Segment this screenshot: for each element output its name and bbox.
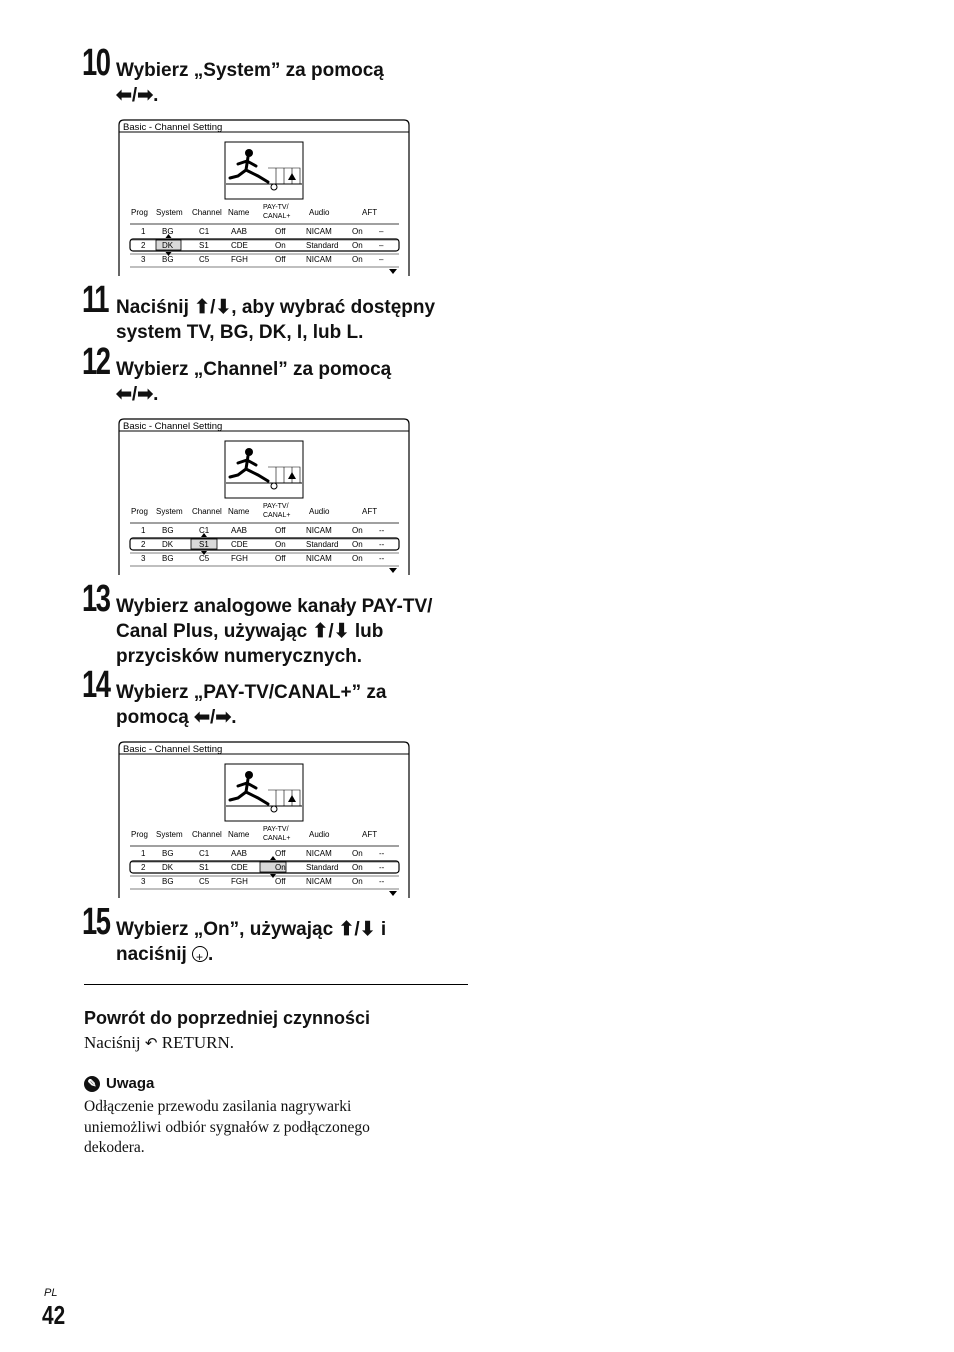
table-cell: DK — [162, 863, 174, 872]
section-body: Naciśnij ↶ RETURN. — [84, 1033, 234, 1052]
table-row — [141, 227, 384, 236]
step-10 — [82, 42, 482, 108]
table-cell-aft: -- — [379, 849, 385, 858]
channel-setting-screen-3 — [118, 740, 410, 898]
table-cell: C1 — [199, 526, 210, 535]
screen-svg — [118, 417, 410, 575]
table-cell: BG — [162, 877, 174, 886]
table-cell: Off — [275, 526, 286, 535]
col-header-canal: CANAL+ — [263, 835, 291, 842]
table-cell-aft: -- — [379, 863, 385, 872]
table-cell: NICAM — [306, 526, 332, 535]
table-cell: Off — [275, 554, 286, 563]
col-header-name: Name — [228, 208, 250, 217]
col-header-paytv: PAY-TV/ — [263, 204, 289, 211]
table-row — [141, 540, 385, 549]
soccer-preview-icon — [225, 441, 303, 498]
table-cell: On — [352, 877, 363, 886]
section-divider — [84, 984, 468, 985]
channel-setting-screen-2 — [118, 417, 410, 575]
table-cell: 2 — [141, 863, 146, 872]
table-cell: BG — [162, 554, 174, 563]
step-text: Wybierz „System” za pomocą ⬅/➡. — [116, 60, 384, 106]
screen-svg — [118, 118, 410, 276]
soccer-preview-icon — [225, 764, 303, 821]
left-right-arrows-icon: ⬅/➡ — [116, 384, 154, 405]
table-row — [141, 554, 385, 563]
table-cell: On — [352, 241, 363, 250]
col-header-name: Name — [228, 507, 250, 516]
screen-svg — [118, 740, 410, 898]
table-cell-aft: – — [379, 241, 384, 250]
col-header-system: System — [156, 208, 183, 217]
col-header-aft: AFT — [362, 830, 378, 839]
table-cell: On — [352, 255, 363, 264]
table-cell: On — [275, 540, 286, 549]
table-cell: On — [275, 863, 286, 872]
screen-title: Basic - Channel Setting — [123, 421, 223, 432]
col-header-audio: Audio — [309, 507, 330, 516]
scroll-down-icon — [389, 891, 397, 896]
table-row — [141, 849, 385, 858]
step-text: Wybierz „Channel” za pomocą ⬅/➡. — [116, 359, 392, 405]
screen-title: Basic - Channel Setting — [123, 744, 223, 755]
table-cell: Off — [275, 849, 286, 858]
col-header-channel: Channel — [192, 208, 222, 217]
table-cell-aft: -- — [379, 540, 385, 549]
table-cell: BG — [162, 849, 174, 858]
table-cell: FGH — [231, 255, 248, 264]
table-cell: Off — [275, 877, 286, 886]
step-number: 12 — [82, 341, 110, 383]
up-down-arrows-icon: ⬆/⬇ — [312, 621, 350, 642]
col-header-audio: Audio — [309, 208, 330, 217]
return-arrow-icon: ↶ — [144, 1034, 158, 1052]
channel-setting-screen-1 — [118, 118, 410, 276]
screen-title: Basic - Channel Setting — [123, 122, 223, 133]
col-header-aft: AFT — [362, 208, 378, 217]
table-cell: 1 — [141, 227, 146, 236]
page-number: 42 — [42, 1300, 66, 1330]
col-header-audio: Audio — [309, 830, 330, 839]
table-cell: Standard — [306, 863, 339, 872]
col-header-prog: Prog — [131, 208, 148, 217]
table-cell-aft: – — [379, 227, 384, 236]
table-cell: On — [352, 554, 363, 563]
table-cell: BG — [162, 227, 174, 236]
table-cell: Off — [275, 255, 286, 264]
step-15 — [82, 901, 482, 967]
step-14 — [82, 664, 482, 730]
table-row — [141, 255, 384, 264]
table-cell: 1 — [141, 526, 146, 535]
table-cell: 2 — [141, 540, 146, 549]
table-cell: Standard — [306, 241, 339, 250]
left-right-arrows-icon: ⬅/➡ — [116, 85, 154, 106]
col-header-canal: CANAL+ — [263, 512, 291, 519]
section-title: Powrót do poprzedniej czynności — [84, 1008, 371, 1028]
note-body: Odłączenie przewodu zasilania nagrywarki uniemożliwi odbiór sygnałów z podłączonego dekodera. — [84, 1098, 370, 1156]
table-cell: 3 — [141, 554, 146, 563]
step-number: 14 — [82, 664, 110, 706]
table-cell: NICAM — [306, 849, 332, 858]
table-cell: S1 — [199, 241, 209, 250]
soccer-preview-icon — [225, 142, 303, 199]
step-12 — [82, 341, 482, 407]
table-row — [141, 877, 385, 886]
table-cell: 1 — [141, 849, 146, 858]
table-cell: On — [352, 227, 363, 236]
table-cell: DK — [162, 540, 174, 549]
scroll-down-icon — [389, 269, 397, 274]
step-text: Wybierz „PAY-TV/CANAL+” za pomocą ⬅/➡. — [116, 682, 387, 728]
table-cell: Off — [275, 227, 286, 236]
table-cell: C1 — [199, 849, 210, 858]
table-cell: NICAM — [306, 255, 332, 264]
step-text: Wybierz „On”, używając ⬆/⬇ i naciśnij + . — [116, 917, 482, 967]
table-cell: S1 — [199, 863, 209, 872]
table-cell: AAB — [231, 227, 248, 236]
table-cell: S1 — [199, 540, 209, 549]
step-text: Naciśnij ⬆/⬇, aby wybrać dostępny system TV, BG, DK, I, lub L. — [116, 297, 436, 343]
enter-button-icon — [192, 946, 208, 962]
table-cell: AAB — [231, 526, 248, 535]
table-cell: NICAM — [306, 554, 332, 563]
table-cell: Standard — [306, 540, 339, 549]
table-cell-aft: -- — [379, 877, 385, 886]
table-cell: CDE — [231, 540, 248, 549]
col-header-prog: Prog — [131, 507, 148, 516]
table-cell: On — [352, 863, 363, 872]
table-cell: BG — [162, 526, 174, 535]
step-number: 13 — [82, 578, 110, 620]
table-cell: DK — [162, 241, 174, 250]
table-cell: C5 — [199, 877, 210, 886]
language-label: PL — [44, 1287, 58, 1299]
table-cell: BG — [162, 255, 174, 264]
table-cell: NICAM — [306, 227, 332, 236]
table-cell: On — [352, 849, 363, 858]
table-cell: 3 — [141, 255, 146, 264]
col-header-name: Name — [228, 830, 250, 839]
note-heading: ✎ Uwaga — [84, 1075, 154, 1092]
table-cell-aft: – — [379, 255, 384, 264]
table-cell: CDE — [231, 241, 248, 250]
step-number: 15 — [82, 901, 110, 943]
step-number: 10 — [82, 42, 110, 84]
col-header-system: System — [156, 830, 183, 839]
table-cell: 3 — [141, 877, 146, 886]
step-number: 11 — [82, 279, 109, 321]
step-text: Wybierz analogowe kanały PAY-TV/ Canal Plus, używając ⬆/⬇ lub przycisków numerycznych. — [116, 596, 433, 667]
table-cell: On — [352, 540, 363, 549]
table-cell: NICAM — [306, 877, 332, 886]
col-header-channel: Channel — [192, 830, 222, 839]
table-cell: C5 — [199, 255, 210, 264]
step-13 — [82, 578, 482, 669]
col-header-paytv: PAY-TV/ — [263, 826, 289, 833]
table-row — [141, 526, 385, 535]
table-cell: C5 — [199, 554, 210, 563]
col-header-system: System — [156, 507, 183, 516]
table-cell: AAB — [231, 849, 248, 858]
table-cell: CDE — [231, 863, 248, 872]
table-cell: FGH — [231, 877, 248, 886]
table-cell: 2 — [141, 241, 146, 250]
table-cell-aft: -- — [379, 554, 385, 563]
col-header-channel: Channel — [192, 507, 222, 516]
left-right-arrows-icon: ⬅/➡ — [194, 707, 232, 728]
up-down-arrows-icon: ⬆/⬇ — [194, 297, 232, 318]
table-cell: On — [275, 241, 286, 250]
table-cell: FGH — [231, 554, 248, 563]
col-header-aft: AFT — [362, 507, 378, 516]
table-cell: C1 — [199, 227, 210, 236]
up-down-arrows-icon: ⬆/⬇ — [338, 919, 376, 940]
col-header-canal: CANAL+ — [263, 213, 291, 220]
table-cell: On — [352, 526, 363, 535]
col-header-prog: Prog — [131, 830, 148, 839]
table-cell-aft: -- — [379, 526, 385, 535]
scroll-down-icon — [389, 568, 397, 573]
step-11 — [82, 279, 482, 345]
note-icon: ✎ — [84, 1076, 100, 1092]
col-header-paytv: PAY-TV/ — [263, 503, 289, 510]
